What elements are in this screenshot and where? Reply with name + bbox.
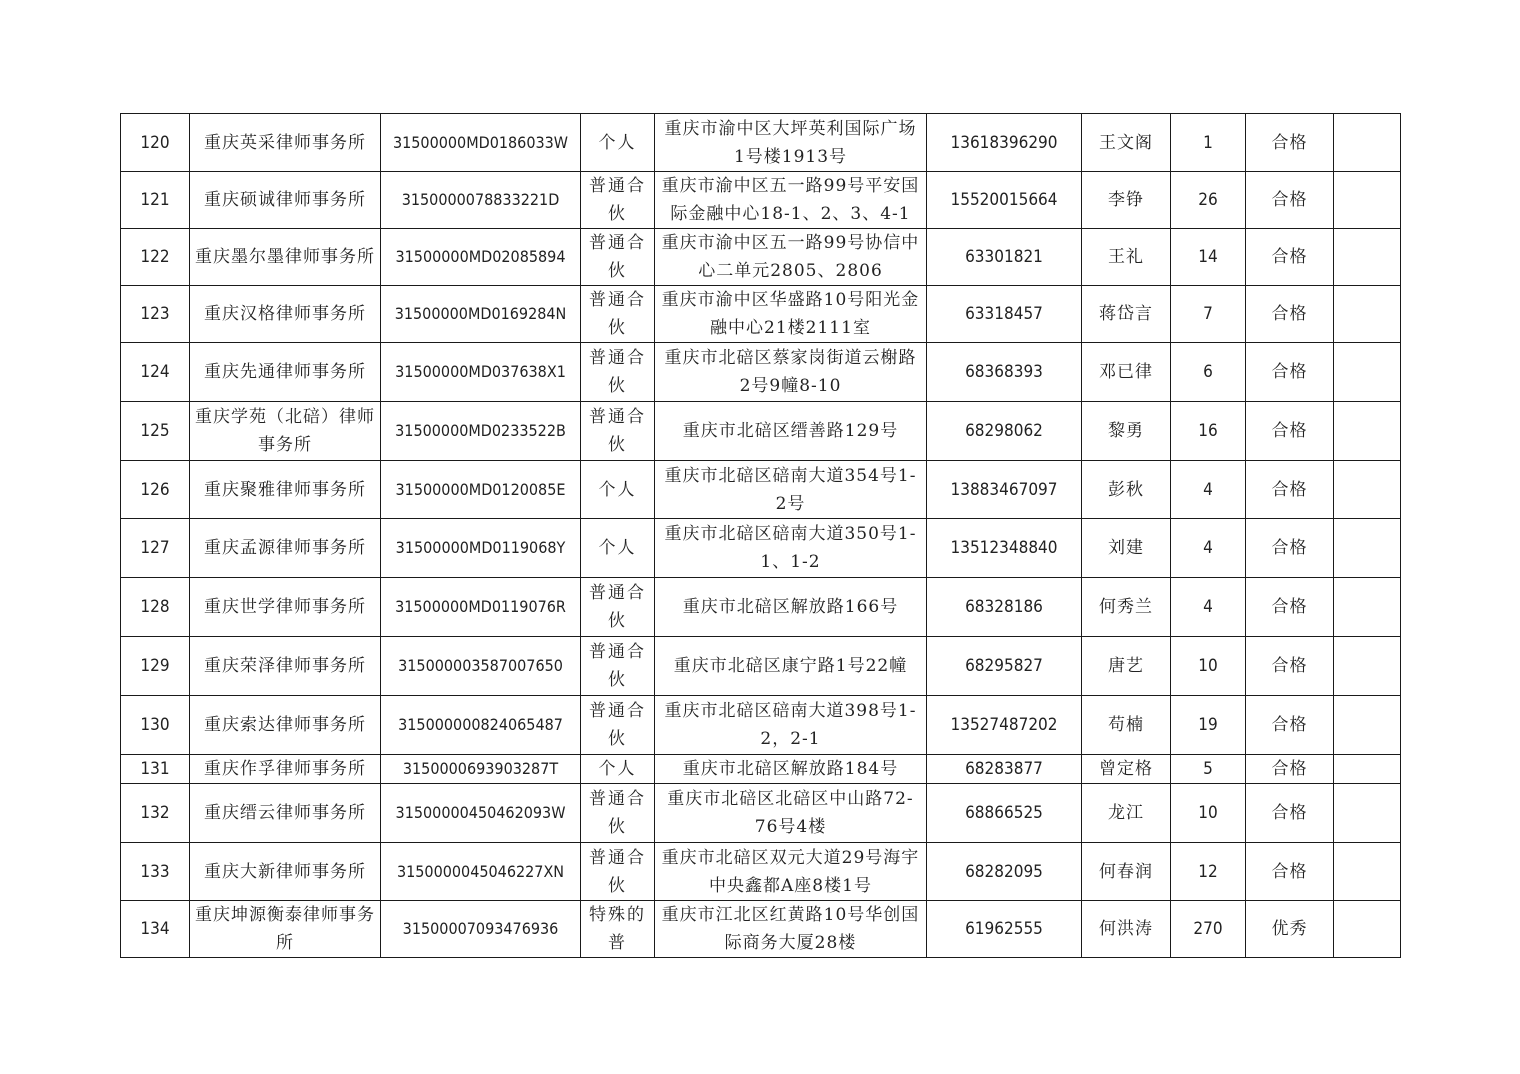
credit-code: 3150000045046227XN [381, 843, 581, 901]
assessment-result: 合格 [1246, 461, 1334, 519]
remarks [1334, 637, 1401, 696]
firm-address: 重庆市渝中区华盛路10号阳光金融中心21楼2111室 [655, 286, 927, 343]
assessment-result: 合格 [1246, 343, 1334, 402]
firm-type: 普通合伙 [581, 784, 655, 843]
credit-code: 31500000MD0119076R [381, 578, 581, 637]
phone-number: 68368393 [927, 343, 1082, 402]
firm-address: 重庆市北碚区北碚区中山路72-76号4楼 [655, 784, 927, 843]
credit-code: 315000000824065487 [381, 696, 581, 755]
table-row [121, 901, 1401, 958]
firm-leader: 王礼 [1082, 229, 1171, 286]
assessment-result: 合格 [1246, 696, 1334, 755]
assessment-result: 合格 [1246, 784, 1334, 843]
phone-number: 61962555 [927, 901, 1082, 958]
firm-address: 重庆市北碚区缙善路129号 [655, 402, 927, 461]
table-row [121, 229, 1401, 286]
assessment-result: 合格 [1246, 843, 1334, 901]
remarks [1334, 286, 1401, 343]
firm-address: 重庆市北碚区解放路184号 [655, 755, 927, 784]
firm-type: 普通合伙 [581, 578, 655, 637]
firm-name: 重庆聚雅律师事务所 [190, 461, 381, 519]
lawyer-count: 7 [1171, 286, 1246, 343]
table-row [121, 519, 1401, 578]
lawyer-count: 6 [1171, 343, 1246, 402]
firm-type: 个人 [581, 755, 655, 784]
firm-name: 重庆墨尔墨律师事务所 [190, 229, 381, 286]
remarks [1334, 461, 1401, 519]
firm-name: 重庆世学律师事务所 [190, 578, 381, 637]
firm-address: 重庆市北碚区双元大道29号海宇中央鑫都A座8楼1号 [655, 843, 927, 901]
credit-code: 3150000078833221D [381, 172, 581, 229]
phone-number: 68328186 [927, 578, 1082, 637]
firm-type: 普通合伙 [581, 402, 655, 461]
remarks [1334, 755, 1401, 784]
firm-address: 重庆市渝中区大坪英利国际广场1号楼1913号 [655, 114, 927, 172]
assessment-result: 合格 [1246, 114, 1334, 172]
row-number: 129 [121, 637, 190, 696]
table-row [121, 784, 1401, 843]
table-row [121, 461, 1401, 519]
phone-number: 68283877 [927, 755, 1082, 784]
lawyer-count: 1 [1171, 114, 1246, 172]
lawyer-count: 16 [1171, 402, 1246, 461]
firm-leader: 刘建 [1082, 519, 1171, 578]
firm-name: 重庆荣泽律师事务所 [190, 637, 381, 696]
table-row [121, 402, 1401, 461]
table-row [121, 696, 1401, 755]
remarks [1334, 901, 1401, 958]
table-row [121, 114, 1401, 172]
firm-type: 普通合伙 [581, 172, 655, 229]
firm-type: 普通合伙 [581, 696, 655, 755]
lawyer-count: 12 [1171, 843, 1246, 901]
firm-type: 个人 [581, 114, 655, 172]
firm-leader: 龙江 [1082, 784, 1171, 843]
phone-number: 13527487202 [927, 696, 1082, 755]
firm-leader: 李铮 [1082, 172, 1171, 229]
firm-name: 重庆缙云律师事务所 [190, 784, 381, 843]
lawyer-count: 5 [1171, 755, 1246, 784]
credit-code: 31500000450462093W [381, 784, 581, 843]
firm-type: 普通合伙 [581, 343, 655, 402]
firm-name: 重庆坤源衡泰律师事务所 [190, 901, 381, 958]
lawyer-count: 4 [1171, 519, 1246, 578]
firm-address: 重庆市北碚区碚南大道350号1-1、1-2 [655, 519, 927, 578]
row-number: 120 [121, 114, 190, 172]
firm-leader: 何春润 [1082, 843, 1171, 901]
lawyer-count: 26 [1171, 172, 1246, 229]
firm-type: 普通合伙 [581, 286, 655, 343]
firm-leader: 彭秋 [1082, 461, 1171, 519]
remarks [1334, 343, 1401, 402]
table-row [121, 637, 1401, 696]
phone-number: 13512348840 [927, 519, 1082, 578]
firm-type: 个人 [581, 461, 655, 519]
row-number: 130 [121, 696, 190, 755]
firm-leader: 何洪涛 [1082, 901, 1171, 958]
credit-code: 31500000MD0186033W [381, 114, 581, 172]
table-row [121, 286, 1401, 343]
firm-leader: 邓已律 [1082, 343, 1171, 402]
row-number: 121 [121, 172, 190, 229]
firm-name: 重庆硕诚律师事务所 [190, 172, 381, 229]
firm-leader: 王文阁 [1082, 114, 1171, 172]
assessment-result: 合格 [1246, 286, 1334, 343]
row-number: 122 [121, 229, 190, 286]
firm-leader: 唐艺 [1082, 637, 1171, 696]
remarks [1334, 402, 1401, 461]
row-number: 125 [121, 402, 190, 461]
assessment-result: 合格 [1246, 755, 1334, 784]
credit-code: 31500000MD0169284N [381, 286, 581, 343]
firm-address: 重庆市北碚区康宁路1号22幢 [655, 637, 927, 696]
firm-address: 重庆市北碚区碚南大道398号1-2，2-1 [655, 696, 927, 755]
lawyer-count: 10 [1171, 784, 1246, 843]
firm-name: 重庆索达律师事务所 [190, 696, 381, 755]
assessment-result: 合格 [1246, 172, 1334, 229]
phone-number: 63301821 [927, 229, 1082, 286]
phone-number: 68295827 [927, 637, 1082, 696]
lawyer-count: 19 [1171, 696, 1246, 755]
table-row [121, 343, 1401, 402]
firm-name: 重庆英采律师事务所 [190, 114, 381, 172]
lawyer-count: 4 [1171, 578, 1246, 637]
firm-address: 重庆市江北区红黄路10号华创国际商务大厦28楼 [655, 901, 927, 958]
phone-number: 68298062 [927, 402, 1082, 461]
credit-code: 31500000MD0233522B [381, 402, 581, 461]
row-number: 133 [121, 843, 190, 901]
firm-leader: 曾定格 [1082, 755, 1171, 784]
phone-number: 15520015664 [927, 172, 1082, 229]
firm-type: 普通合伙 [581, 229, 655, 286]
row-number: 123 [121, 286, 190, 343]
assessment-result: 合格 [1246, 402, 1334, 461]
remarks [1334, 843, 1401, 901]
remarks [1334, 229, 1401, 286]
credit-code: 315000003587007650 [381, 637, 581, 696]
assessment-result: 合格 [1246, 637, 1334, 696]
row-number: 124 [121, 343, 190, 402]
assessment-result: 合格 [1246, 578, 1334, 637]
lawyer-count: 270 [1171, 901, 1246, 958]
firm-type: 个人 [581, 519, 655, 578]
firm-address: 重庆市北碚区解放路166号 [655, 578, 927, 637]
row-number: 126 [121, 461, 190, 519]
firm-address: 重庆市北碚区碚南大道354号1-2号 [655, 461, 927, 519]
firm-leader: 黎勇 [1082, 402, 1171, 461]
firm-name: 重庆学苑（北碚）律师事务所 [190, 402, 381, 461]
row-number: 128 [121, 578, 190, 637]
credit-code: 31500000MD037638X1 [381, 343, 581, 402]
row-number: 134 [121, 901, 190, 958]
row-number: 127 [121, 519, 190, 578]
firm-type: 普通合伙 [581, 637, 655, 696]
row-number: 131 [121, 755, 190, 784]
credit-code: 3150000693903287T [381, 755, 581, 784]
firm-address: 重庆市渝中区五一路99号平安国际金融中心18-1、2、3、4-1 [655, 172, 927, 229]
table-row [121, 843, 1401, 901]
remarks [1334, 519, 1401, 578]
credit-code: 31500000MD0120085E [381, 461, 581, 519]
remarks [1334, 114, 1401, 172]
phone-number: 68282095 [927, 843, 1082, 901]
lawyer-count: 14 [1171, 229, 1246, 286]
phone-number: 13618396290 [927, 114, 1082, 172]
firm-leader: 苟楠 [1082, 696, 1171, 755]
firm-leader: 何秀兰 [1082, 578, 1171, 637]
firm-name: 重庆汉格律师事务所 [190, 286, 381, 343]
firm-name: 重庆大新律师事务所 [190, 843, 381, 901]
credit-code: 31500000MD02085894 [381, 229, 581, 286]
remarks [1334, 578, 1401, 637]
firm-leader: 蒋岱言 [1082, 286, 1171, 343]
remarks [1334, 172, 1401, 229]
firm-type: 特殊的普 [581, 901, 655, 958]
table-row [121, 755, 1401, 784]
assessment-result: 优秀 [1246, 901, 1334, 958]
firm-name: 重庆先通律师事务所 [190, 343, 381, 402]
firm-name: 重庆孟源律师事务所 [190, 519, 381, 578]
credit-code: 31500000MD0119068Y [381, 519, 581, 578]
firm-type: 普通合伙 [581, 843, 655, 901]
row-number: 132 [121, 784, 190, 843]
phone-number: 68866525 [927, 784, 1082, 843]
table-row [121, 172, 1401, 229]
remarks [1334, 696, 1401, 755]
phone-number: 13883467097 [927, 461, 1082, 519]
lawyer-count: 4 [1171, 461, 1246, 519]
firm-address: 重庆市北碚区蔡家岗街道云榭路2号9幢8-10 [655, 343, 927, 402]
table-row [121, 578, 1401, 637]
remarks [1334, 784, 1401, 843]
credit-code: 31500007093476936 [381, 901, 581, 958]
phone-number: 63318457 [927, 286, 1082, 343]
lawyer-count: 10 [1171, 637, 1246, 696]
law-firm-table [120, 113, 1401, 958]
firm-address: 重庆市渝中区五一路99号协信中心二单元2805、2806 [655, 229, 927, 286]
assessment-result: 合格 [1246, 519, 1334, 578]
assessment-result: 合格 [1246, 229, 1334, 286]
firm-name: 重庆作孚律师事务所 [190, 755, 381, 784]
